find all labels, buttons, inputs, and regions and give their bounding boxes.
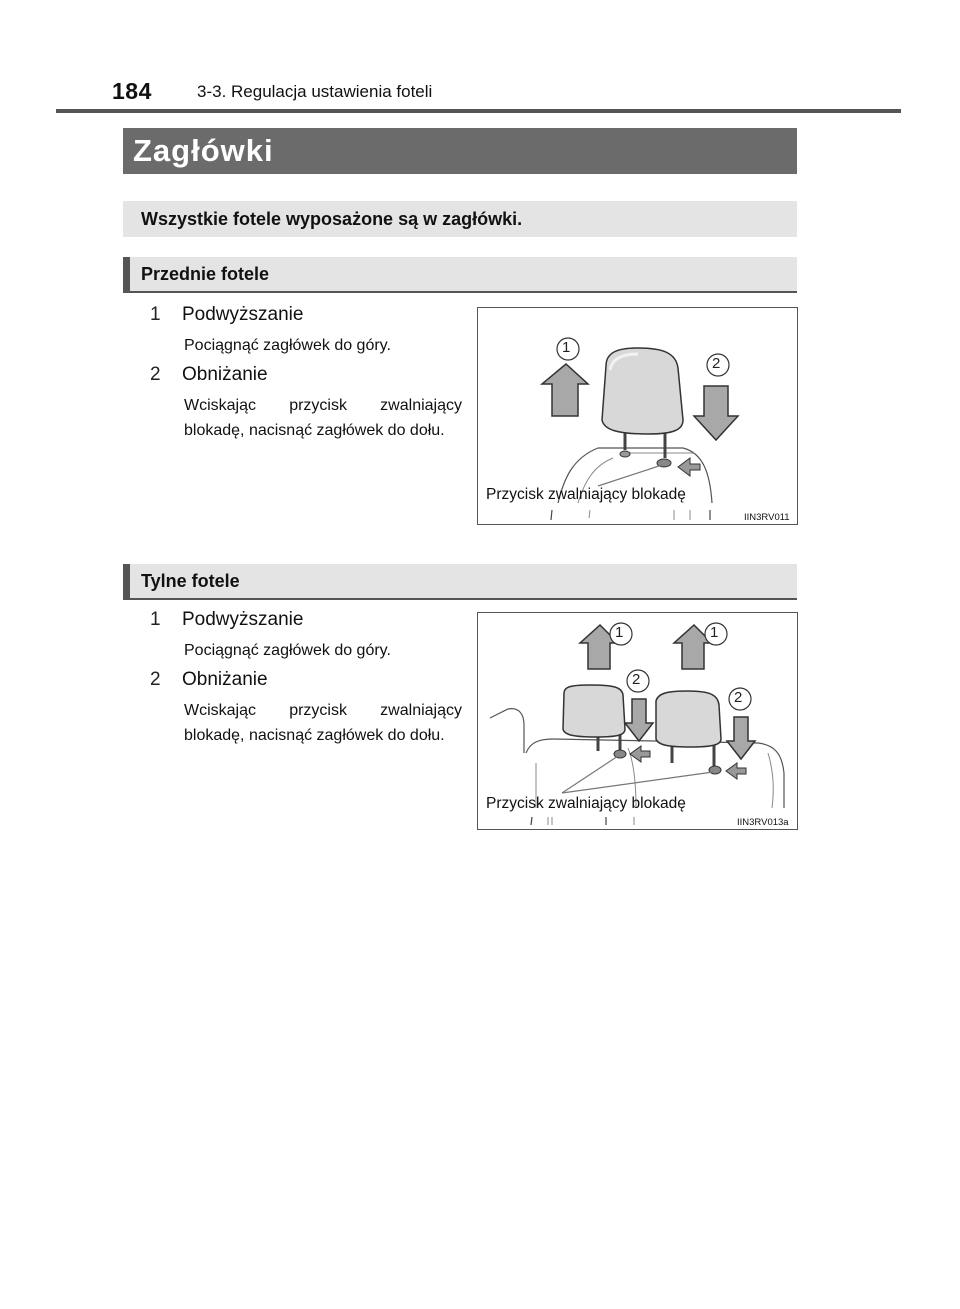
step-desc-front-2: Wciskając przycisk zwalniający blokadę, nacisnąć zagłówek do dołu. [184,397,462,439]
step-title-rear-1: Podwyższanie [182,609,304,630]
figure-front-headrest [477,307,798,525]
figure-code-front: IIN3RV011 [744,512,790,523]
step-desc-rear-2: Wciskając przycisk zwalniający blokadę, nacisnąć zagłówek do dołu. [184,702,462,744]
intro-text: Wszystkie fotele wyposażone są w zagłówki. [123,201,797,237]
step-title-rear-2: Obniżanie [182,669,268,690]
step-number-front-2: 2 [150,364,161,385]
step-title-front-1: Podwyższanie [182,304,304,325]
page-number: 184 [112,78,152,104]
figure-caption-rear: Przycisk zwalniający blokadę [486,795,686,812]
figure-rear-headrest [477,612,798,830]
step-number-rear-2: 2 [150,669,161,690]
step-desc-front-1: Pociągnąć zagłówek do góry. [184,337,391,354]
step-title-front-2: Obniżanie [182,364,268,385]
section-heading-front: Przednie fotele [123,257,797,293]
callout-rear-1a: 1 [615,624,624,641]
step-number-front-1: 1 [150,304,161,325]
page-title: Zagłówki [123,128,797,174]
figure-code-rear: IIN3RV013a [737,817,789,828]
section-heading-rear: Tylne fotele [123,564,797,600]
step-number-rear-1: 1 [150,609,161,630]
figure-caption-front: Przycisk zwalniający blokadę [486,486,686,503]
callout-rear-1b: 1 [710,624,719,641]
section-title: 3-3. Regulacja ustawienia foteli [197,82,433,101]
callout-front-2: 2 [712,355,721,372]
callout-rear-2b: 2 [734,689,743,706]
step-desc-rear-1: Pociągnąć zagłówek do góry. [184,642,391,659]
callout-front-1: 1 [562,339,571,356]
callout-rear-2a: 2 [632,671,641,688]
header-divider [56,109,901,113]
